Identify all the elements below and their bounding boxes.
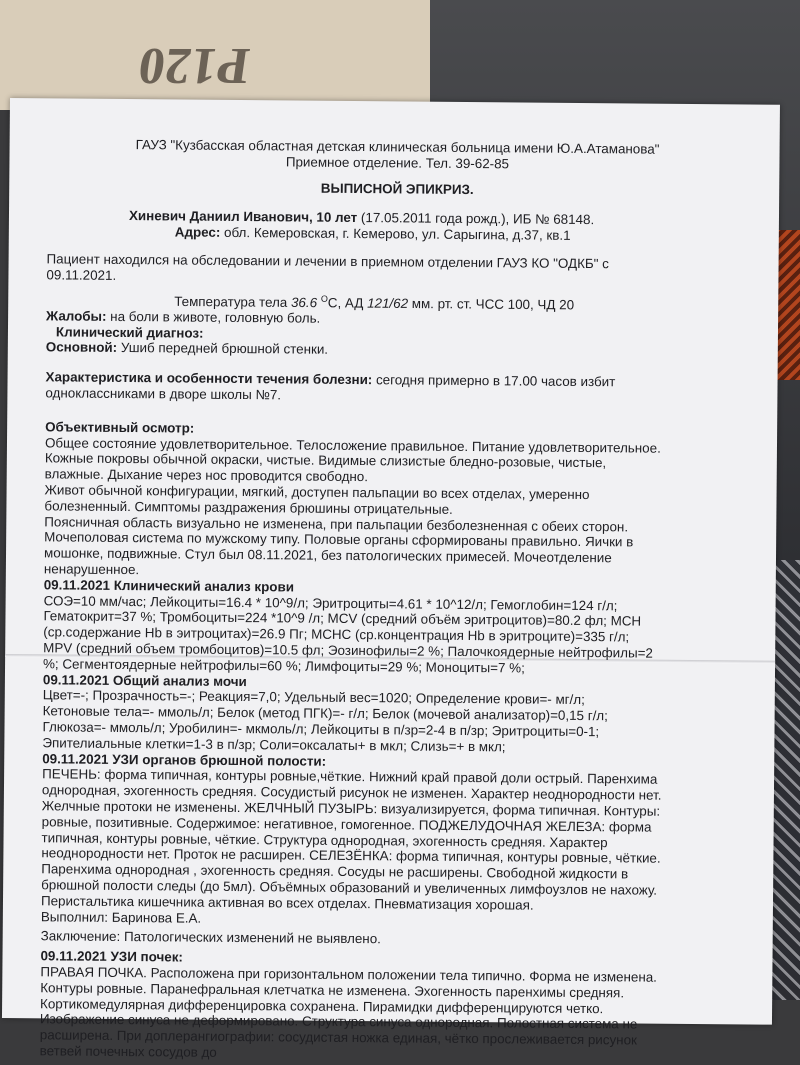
- urine-test-line: Эпителиальные клетки=1-3 в п/зр; Соли=оксалаты+ в мкл; Слизь=+ в мкл;: [42, 735, 506, 755]
- complaints-text: на боли в животе, головную боль.: [106, 308, 321, 326]
- kidney-us-line: расширена. При доплерангиографии: сосудистая ножка единая, чётко прослеживается рисунок: [39, 1027, 637, 1048]
- blood-test-label: 09.11.2021 Клинический анализ крови: [43, 577, 295, 595]
- abdominal-us-line: брюшной полости следы (до 5мл). Объёмных образований и увеличенных лимфоузлов не нахожу.: [41, 877, 658, 898]
- blood-test-line: Гематокрит=37 %; Тромбоциты=224 *10^9 /л; MCV (средний объём эритроцитов)=80.2 фл; MCH: [43, 608, 642, 629]
- urine-test-label: 09.11.2021 Общий анализ мочи: [42, 671, 247, 689]
- exam-line: Живот обычной конфигурации, мягкий, доступен пальпации во всех отделах, умеренно: [44, 482, 590, 503]
- document-title: ВЫПИСНОЙ ЭПИКРИЗ.: [320, 180, 474, 197]
- temp-unit: С: [327, 294, 338, 310]
- address-label: Адрес:: [174, 224, 221, 241]
- abdominal-us-line: однородная, эхогенность средняя. Сосудистый рисунок не изменен. Характер неоднородности нет.: [41, 782, 662, 803]
- exam-line: Мочеполовая система по мужскому типу. Половые органы сформированы правильно. Яички в: [44, 529, 634, 550]
- course-text: сегодня примерно в 17.00 часов избит: [372, 372, 616, 390]
- kidney-us-line: Изображение синуса не деформировано. Структура синуса однородная. Полостная система не: [39, 1011, 638, 1032]
- stay-line-1: Пациент находился на обследовании и лечении в приемном отделении ГАУЗ КО "ОДКБ" с: [46, 251, 609, 272]
- kidney-us-line: ПРАВАЯ ПОЧКА. Расположена при горизонтальном положении тела типично. Форма не изменена.: [40, 964, 658, 985]
- patient-birth-ib: (17.05.2011 года рожд.), ИБ № 68148.: [357, 210, 595, 228]
- kidney-us-line: Кортикомедулярная дифференцировка сохранена. Пирамидки дифференцируются четко.: [40, 995, 604, 1016]
- diagnosis-main-text: Ушиб передней брюшной стенки.: [117, 340, 329, 358]
- hospital-name: ГАУЗ "Кузбасская областная детская клиническая больница имени Ю.А.Атаманова": [135, 137, 660, 157]
- exam-line: Общее состояние удовлетворительное. Телосложение правильное. Питание удовлетворительное.: [44, 434, 661, 456]
- urine-test-line: Глюкоза=- ммоль/л; Уробилин=- мкмоль/л; Лейкоциты в п/зр=2-4 в п/зр; Эритроциты=0-1;: [42, 719, 600, 740]
- kidney-us-line: Контуры ровные. Паранефральная клетчатка не изменена. Эхогенность паренхимы средняя.: [40, 980, 625, 1001]
- vitals-rest: мм. рт. ст. ЧСС 100, ЧД 20: [408, 295, 575, 312]
- background-card: [0, 0, 430, 110]
- abdominal-us-line: Перистальтика кишечника активная во всех отделах. Пневматизация хорошая.: [40, 893, 534, 913]
- exam-line: влажные. Дыхание через нос проводится свободно.: [44, 466, 369, 485]
- abdominal-us-line: неоднородности нет. Проток не расширен. СЕЛЕЗЁНКА: форма типичная, контуры ровные, чёткие.: [41, 845, 661, 867]
- blood-test-line: MPV (средний объем тромбоцитов)=10.5 фл; Эозинофилы=2 %; Палочкоядерные нейтрофилы=2: [43, 640, 653, 661]
- exam-line: мошонке, подвижные. Стул был 08.11.2021, без патологических примесей. Мочеотделение: [43, 545, 612, 566]
- exam-label: Объективный осмотр:: [45, 419, 195, 436]
- temp-value: 36.6: [290, 294, 318, 310]
- bp-value: 121/62: [367, 295, 409, 311]
- exam-line: болезненный. Симптомы раздражения брюшины отрицательные.: [44, 498, 453, 517]
- bp-label: , АД: [337, 294, 368, 311]
- abdominal-us-label: 09.11.2021 УЗИ органов брюшной полости:: [42, 750, 327, 769]
- blood-test-line: СОЭ=10 мм/час; Лейкоциты=16.4 * 10^9/л; Эритроциты=4.61 * 10^12/л; Гемоглобин=124 г/л;: [43, 592, 618, 613]
- urine-test-line: Цвет=-; Прозрачность=-; Реакция=7,0; Удельный вес=1020; Определение крови=- мг/л;: [42, 687, 585, 708]
- complaints-label: Жалобы:: [46, 308, 107, 324]
- abdominal-us-line: типичная, контуры ровные, чёткие. Структура однородная, эхогенность средняя. Характер: [41, 829, 608, 850]
- abdominal-us-conclusion: Заключение: Патологических изменений не выявлено.: [40, 928, 381, 947]
- diagnosis-label: Клинический диагноз:: [55, 324, 204, 341]
- exam-line: Кожные покровы обычной окраски, чистые. Видимые слизистые бледно-розовые, чистые,: [44, 450, 607, 471]
- kidney-us-label: 09.11.2021 УЗИ почек:: [40, 948, 183, 965]
- abdominal-us-performer: Выполнил: Баринова Е.А.: [40, 908, 202, 926]
- abdominal-us-line: Паренхима однородная , эхогенность средняя. Сосуды не расширены. Свободной жидкости в: [41, 861, 629, 882]
- address-value: обл. Кемеровская, г. Кемерово, ул. Сарыгина, д.37, кв.1: [220, 225, 571, 244]
- blood-test-line: %; Сегментоядерные нейтрофилы=60 %; Лимфоциты=29 %; Моноциты=7 %;: [43, 656, 525, 676]
- exam-line: Поясничная область визуально не изменена, при пальпации безболезненная с обеих сторон.: [44, 513, 629, 535]
- department-line: Приемное отделение. Тел. 39-62-85: [285, 154, 510, 172]
- document-sheet: [2, 98, 780, 1060]
- exam-line: ненарушенное.: [43, 561, 140, 578]
- abdominal-us-line: ровные, позитивные. Содержимое: негативное, гомогенное. ПОДЖЕЛУДОЧНАЯ ЖЕЛЕЗА: форма: [41, 814, 652, 835]
- course-label: Характеристика и особенности течения болезни:: [45, 369, 373, 388]
- abdominal-us-line: Желчные протоки не изменены. ЖЕЛЧНЫЙ ПУЗЫРЬ: визуализируется, форма типичная. Контуры:: [41, 798, 661, 819]
- urine-test-line: Кетоновые тела=- ммоль/л; Белок (метод ПГК)=- г/л; Белок (мочевой анализатор)=0,15 г/л;: [42, 703, 608, 724]
- document-body: [40, 136, 748, 1065]
- stay-line-2: 09.11.2021.: [46, 267, 117, 283]
- card-stamp: P120: [135, 37, 253, 94]
- abdominal-us-line: ПЕЧЕНЬ: форма типичная, контуры ровные,чёткие. Нижний край правой доли острый. Паренхима: [42, 766, 658, 788]
- temp-unit-sup: O: [320, 293, 328, 304]
- patient-name: Хиневич Даниил Иванович, 10 лет: [128, 208, 358, 226]
- kidney-us-line: ветвей почечных сосудов до: [39, 1043, 217, 1060]
- blood-test-line: (ср.содержание Hb в эитроцитах)=26.9 Пг; MCHC (ср.концентрация Hb в эритроците)=335 г/л;: [43, 624, 630, 645]
- diagnosis-main-label: Основной:: [45, 339, 118, 356]
- course-line-2: одноклассниками в дворе школы №7.: [45, 385, 282, 403]
- temp-label: Температура тела: [174, 293, 292, 310]
